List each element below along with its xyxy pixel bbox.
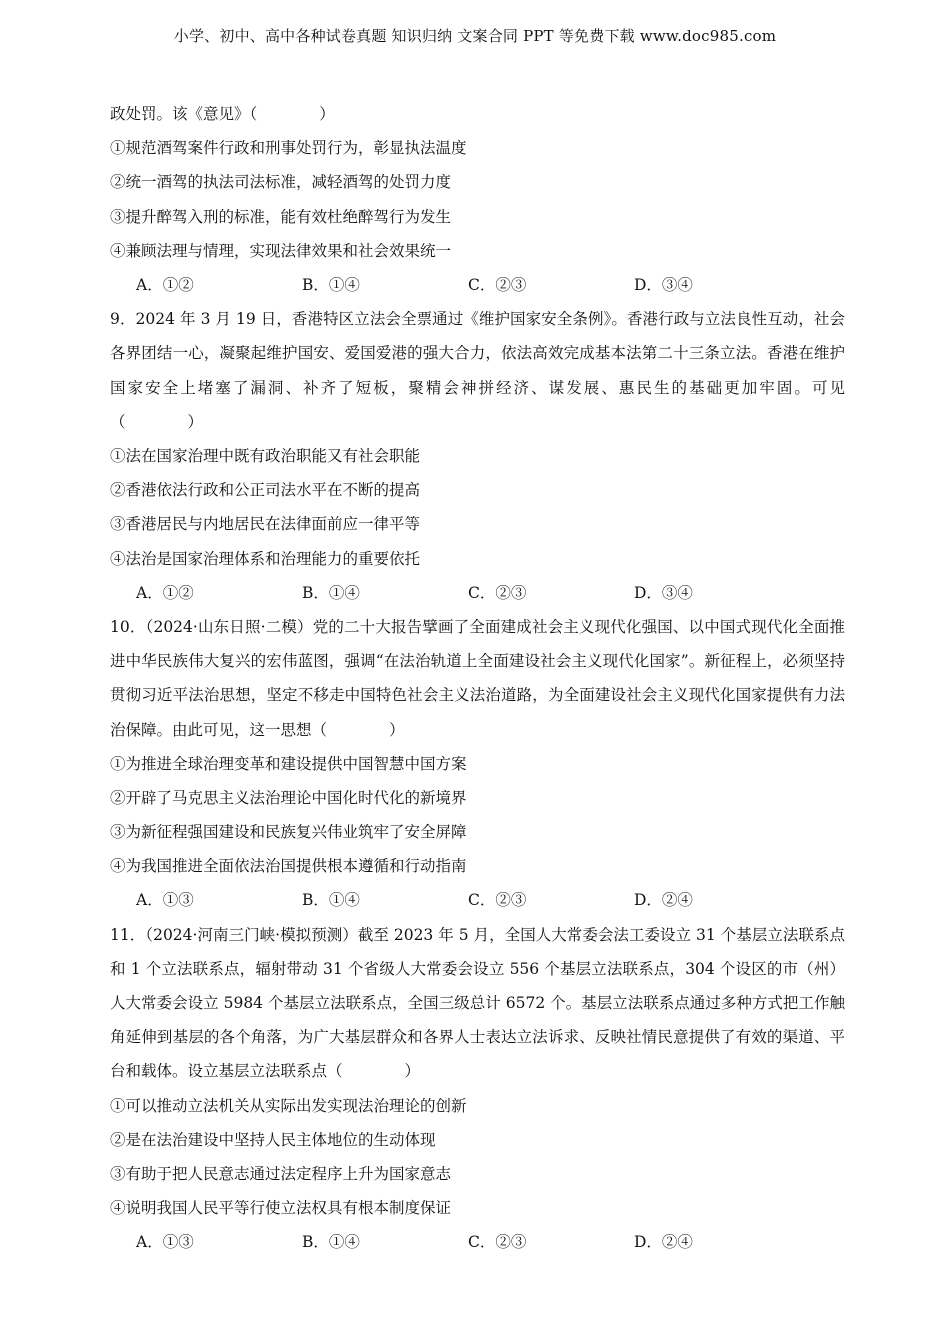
option-d: D．③④: [634, 583, 693, 602]
answer-options: [110, 1225, 845, 1259]
question-list: [110, 97, 845, 1260]
statement-4: ④说明我国人民平等行使立法权具有根本制度保证: [110, 1199, 452, 1218]
option-c: C．②③: [468, 891, 527, 910]
statement-3: ③有助于把人民意志通过法定程序上升为国家意志: [110, 1165, 452, 1184]
option-b: B．①④: [302, 275, 360, 294]
question-stem: 9．2024 年 3 月 19 日，香港特区立法会全票通过《维护国家安全条例》。香港行政与立法良性互动，社会各界团结一心，凝聚起维护国安、爱国爱港的强大合力，依法高效完成基本法第二十三条立法。香港在维护国家安全上堵塞了漏洞、补齐了短板，聚精会神拼经济、谋发展、惠民生的基础更加牢固。可见（ ）: [110, 310, 845, 431]
statement-1: ①法在国家治理中既有政治职能又有社会职能: [110, 446, 421, 465]
answer-options: [110, 883, 845, 917]
question-stem: 10．（2024·山东日照·二模）党的二十大报告擘画了全面建成社会主义现代化强国、以中国式现代化全面推进中华民族伟大复兴的宏伟蓝图，强调“在法治轨道上全面建设社会主义现代化国家”。新征程上，必须坚持贯彻习近平法治思想，坚定不移走中国特色社会主义法治道路，为全面建设社会主义现代化国家提供有力法治保障。由此可见，这一思想（ ）: [110, 617, 845, 739]
answer-options: [110, 576, 845, 610]
option-c: C．②③: [468, 1233, 527, 1252]
statement-3: ③提升醉驾入刑的标准，能有效杜绝醉驾行为发生: [110, 207, 452, 226]
option-a: A．①③: [136, 891, 194, 910]
statement-3: ③为新征程强国建设和民族复兴伟业筑牢了安全屏障: [110, 823, 467, 842]
statement-4: ④兼顾法理与情理，实现法律效果和社会效果统一: [110, 241, 452, 260]
option-c: C．②③: [468, 583, 527, 602]
option-d: D．③④: [634, 275, 693, 294]
option-c: C．②③: [468, 275, 527, 294]
question-8: [110, 97, 845, 302]
option-a: A．①③: [136, 1233, 194, 1252]
question-stem: 政处罚。该《意见》（ ）: [110, 105, 335, 123]
statement-4: ④为我国推进全面依法治国提供根本遵循和行动指南: [110, 857, 467, 876]
statement-1: ①规范酒驾案件行政和刑事处罚行为，彰显执法温度: [110, 139, 467, 158]
option-d: D．②④: [634, 891, 693, 910]
question-9: [110, 302, 845, 610]
statement-1: ①可以推动立法机关从实际出发实现法治理论的创新: [110, 1096, 467, 1115]
statement-3: ③香港居民与内地居民在法律面前应一律平等: [110, 515, 421, 534]
statement-1: ①为推进全球治理变革和建设提供中国智慧中国方案: [110, 754, 467, 773]
statement-2: ②是在法治建设中坚持人民主体地位的生动体现: [110, 1130, 436, 1149]
question-11: [110, 918, 845, 1260]
statement-2: ②开辟了马克思主义法治理论中国化时代化的新境界: [110, 788, 467, 807]
option-d: D．②④: [634, 1233, 693, 1252]
statement-4: ④法治是国家治理体系和治理能力的重要依托: [110, 549, 421, 568]
question-stem: 11．（2024·河南三门峡·模拟预测）截至 2023 年 5 月，全国人大常委会法工委设立 31 个基层立法联系点和 1 个立法联系点，辐射带动 31 个省级人大常委会设立 556 个基层立法联系点，304 个设区的市（州）人大常委会设立 5984 个基层立法联系点，全国三级总计 6572 个。基层立法联系点通过多种方式把工作触角延伸到基层的各个角落，为广大基层群众和各界人士表达立法诉求、反映社情民意提供了有效的渠道、平台和载体。设立基层立法联系点（ ）: [110, 925, 845, 1081]
option-a: A．①②: [136, 275, 194, 294]
option-b: B．①④: [302, 891, 360, 910]
statement-2: ②统一酒驾的执法司法标准，减轻酒驾的处罚力度: [110, 173, 452, 192]
page-header: 小学、初中、高中各种试卷真题 知识归纳 文案合同 PPT 等免费下载 www.doc985.com: [173, 27, 777, 45]
option-b: B．①④: [302, 583, 360, 602]
option-a: A．①②: [136, 583, 194, 602]
question-10: [110, 610, 845, 918]
option-b: B．①④: [302, 1233, 360, 1252]
answer-options: [110, 268, 845, 302]
statement-2: ②香港依法行政和公正司法水平在不断的提高: [110, 481, 421, 500]
